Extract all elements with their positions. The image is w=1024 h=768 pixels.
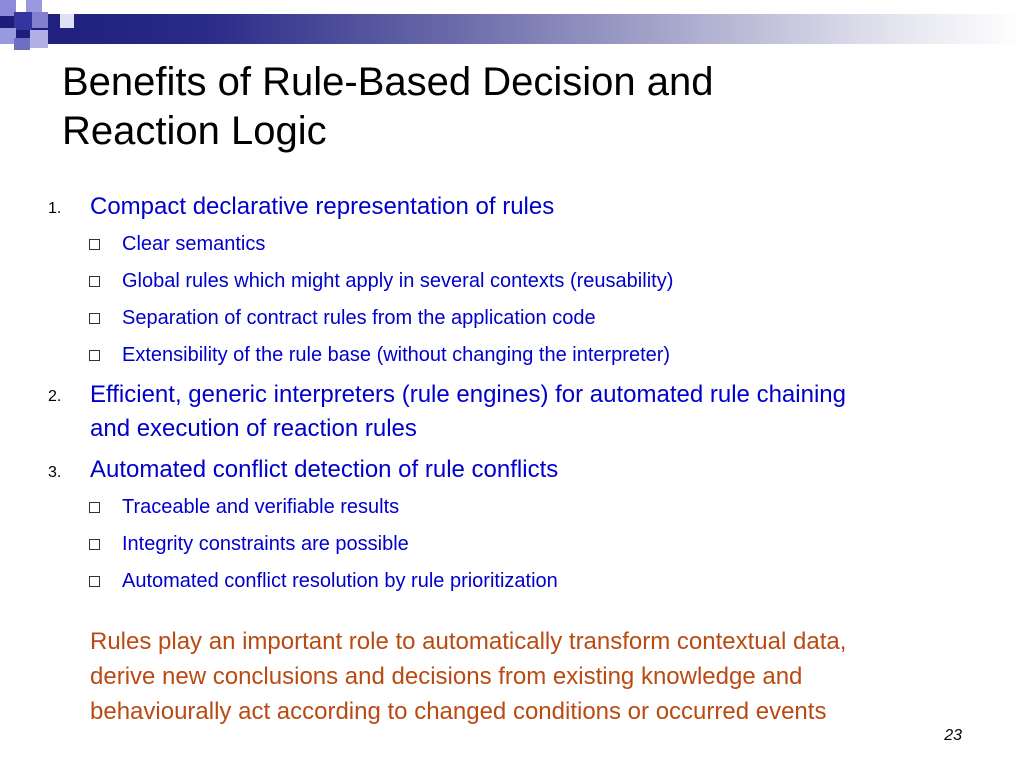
list-item-text: Compact declarative representation of rules — [90, 193, 555, 220]
list-item-primary — [90, 378, 1000, 446]
list-number: 1. — [48, 200, 62, 217]
summary-note-line: Rules play an important role to automatically transform contextual data, — [90, 628, 847, 655]
list-item-secondary: Automated conflict resolution by rule prioritization — [122, 570, 558, 592]
list-item-text: and execution of reaction rules — [90, 415, 417, 442]
list-item-secondary: Separation of contract rules from the application code — [122, 307, 596, 329]
summary-note-line: derive new conclusions and decisions from existing knowledge and — [90, 663, 803, 690]
list-item-primary — [90, 453, 1000, 487]
page-number: 23 — [944, 727, 962, 744]
list-item-secondary: Traceable and verifiable results — [122, 496, 400, 518]
list-item-secondary: Extensibility of the rule base (without changing the interpreter) — [122, 344, 671, 366]
hollow-square-bullet-icon — [89, 502, 100, 513]
list-item-primary — [90, 190, 1000, 224]
summary-note-line: behaviourally act according to changed conditions or occurred events — [90, 698, 827, 725]
hollow-square-bullet-icon — [89, 239, 100, 250]
slide-title-line: Benefits of Rule-Based Decision and — [62, 60, 714, 104]
hollow-square-bullet-icon — [89, 539, 100, 550]
list-item-text: Automated conflict detection of rule conflicts — [90, 456, 559, 483]
list-item-text: Efficient, generic interpreters (rule engines) for automated rule chaining — [90, 381, 846, 408]
list-item-secondary: Global rules which might apply in several contexts (reusability) — [122, 270, 674, 292]
summary-note — [90, 624, 1010, 729]
list-number: 2. — [48, 388, 62, 405]
list-item-secondary: Clear semantics — [122, 233, 266, 255]
list-number: 3. — [48, 464, 62, 481]
hollow-square-bullet-icon — [89, 576, 100, 587]
slide-title-line: Reaction Logic — [62, 109, 327, 153]
hollow-square-bullet-icon — [89, 276, 100, 287]
list-item-secondary: Integrity constraints are possible — [122, 533, 409, 555]
hollow-square-bullet-icon — [89, 313, 100, 324]
hollow-square-bullet-icon — [89, 350, 100, 361]
